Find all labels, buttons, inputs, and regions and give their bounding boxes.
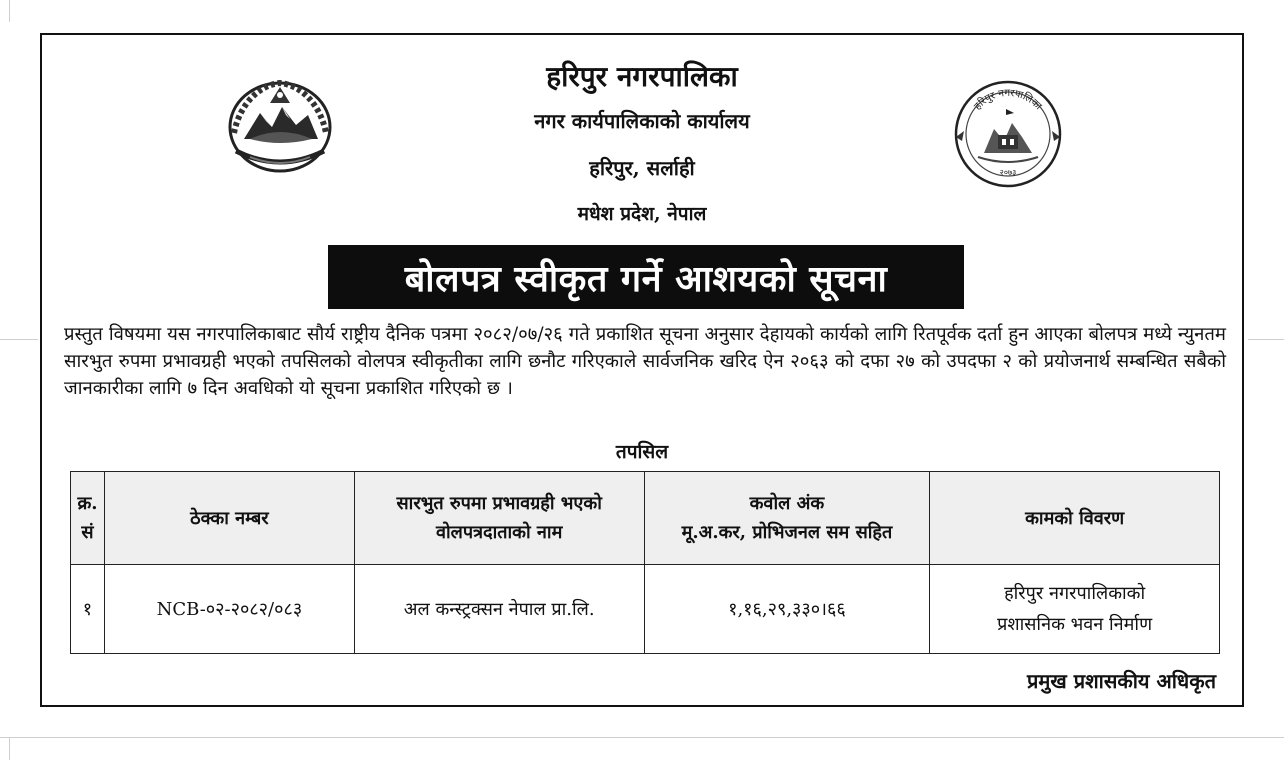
header-serial-line2: सं	[81, 522, 94, 543]
guide-line-left	[0, 339, 38, 340]
cell-bidder-name: अल कन्स्ट्रक्सन नेपाल प्रा.लि.	[354, 565, 644, 654]
guide-line-top	[9, 0, 10, 22]
header-amount-line1: कवोल अंक	[749, 493, 825, 514]
office-location: हरिपुर, सर्लाही	[589, 156, 695, 180]
description-line2: प्रशासनिक भवन निर्माण	[997, 614, 1153, 635]
header-bidder-line2: वोलपत्रदाताको नाम	[436, 522, 563, 543]
notice-title: बोलपत्र स्वीकृत गर्ने आशयको सूचना	[404, 257, 888, 300]
description-line1: हरिपुर नगरपालिकाको	[1004, 583, 1146, 604]
header-bidder-line1: सारभुत रुपमा प्रभावग्रही भएको	[396, 493, 602, 514]
seal-year: २०७३	[999, 168, 1017, 177]
signatory-title: प्रमुख प्रशासकीय अधिकृत	[1027, 669, 1216, 693]
header-amount-line2: मू.अ.कर, प्रोभिजनल सम सहित	[681, 522, 893, 543]
guide-line-bottom-horizontal	[0, 737, 1284, 738]
guide-line-right	[1248, 339, 1284, 340]
office-name: नगर कार्यपालिकाको कार्यालय	[534, 109, 750, 133]
notice-body: प्रस्तुत विषयमा यस नगरपालिकाबाट सौर्य राष्ट्रीय दैनिक पत्रमा २०८२/०७/२६ गते प्रकाशित सूचना अनुसार देहायको कार्यको लागि रितपूर्वक दर्ता हुन आएका बोलपत्र मध्ये न्युनतम सारभुत रुपमा प्रभावग्रही भएको तपसिलको वोलपत्र स्वीकृतीका लागि छनौट गरिएकाले सार्वजनिक खरिद ऐन २०६३ को दफा २७ को उपदफा २ को प्रयोजनार्थ सम्बन्धित सबैको जानकारीका लागि ७ दिन अवधिको यो सूचना प्रकाशित गरिएको छ ।	[64, 324, 1226, 399]
province-name: मधेश प्रदेश, नेपाल	[577, 203, 707, 225]
bid-details-table	[70, 471, 1220, 654]
seal-text: हरिपुर नगरपालिका	[972, 87, 1044, 113]
header-bid-amount	[644, 472, 930, 565]
header-serial-line1: क्र.	[77, 493, 98, 514]
table-header-row	[71, 472, 1220, 565]
guide-line-bottom	[9, 738, 10, 760]
notice-title-banner	[328, 245, 964, 309]
cell-contract-number: NCB-०२-२०८२/०८३	[104, 565, 354, 654]
header-work-description: कामको विवरण	[930, 472, 1220, 565]
table-row	[71, 565, 1220, 654]
header-bidder-name	[354, 472, 644, 565]
cell-bid-amount: १,१६,२९,३३०।६६	[644, 565, 930, 654]
header-contract-number: ठेक्का नम्बर	[104, 472, 354, 565]
details-heading: तपसिल	[615, 441, 669, 463]
cell-work-description	[930, 565, 1220, 654]
header-serial-number	[71, 472, 105, 565]
cell-serial-number: १	[71, 565, 105, 654]
notice-frame	[40, 33, 1244, 707]
organization-name: हरिपुर नगरपालिका	[546, 60, 738, 93]
